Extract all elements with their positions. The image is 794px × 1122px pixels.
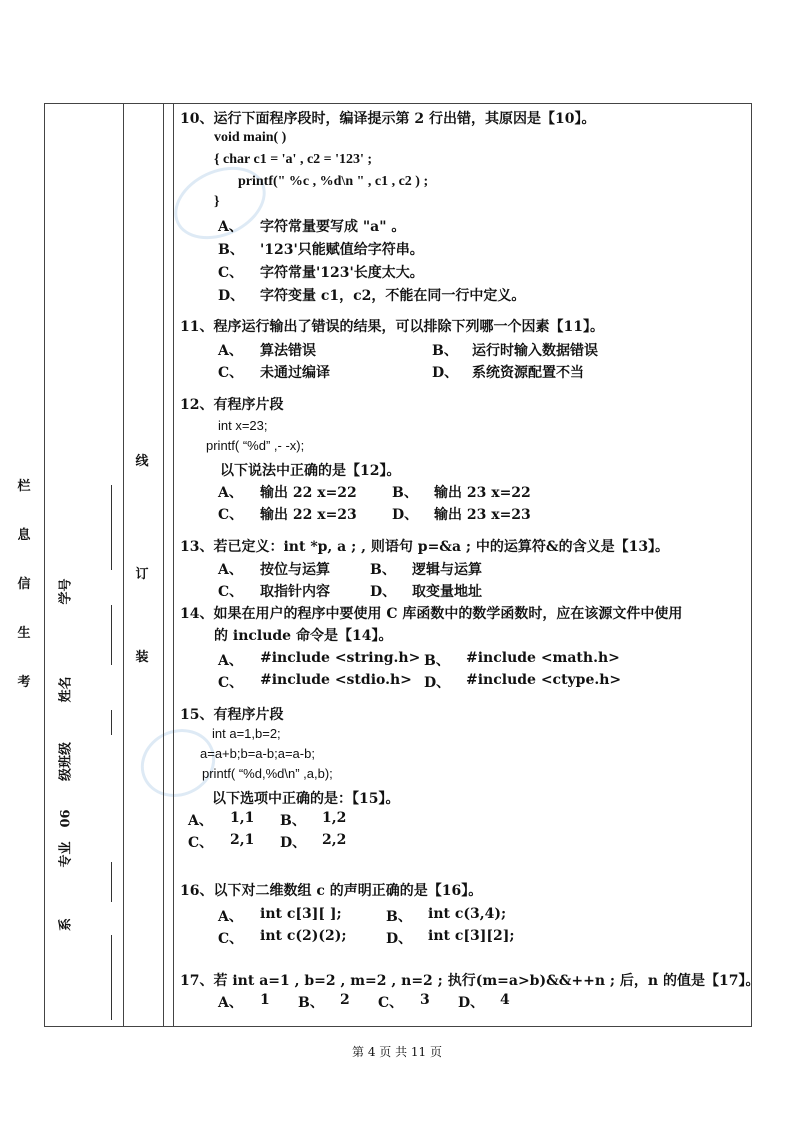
student-name-label: [60, 670, 73, 710]
option-text: 取指针内容: [260, 584, 330, 600]
option-text: 4: [500, 992, 510, 1008]
option-key: D、: [432, 365, 459, 381]
divider: [123, 104, 124, 1026]
option-text: int c[3][2];: [428, 928, 515, 944]
option-text: 1: [260, 992, 270, 1008]
class-label: [60, 732, 73, 792]
option-text: 2: [340, 992, 350, 1008]
option-key: D、: [280, 835, 307, 851]
option-text: 3: [420, 992, 430, 1008]
option-text: 输出 23 x=22: [434, 485, 531, 501]
option-key: D、: [458, 995, 485, 1011]
option-key: A、: [218, 909, 243, 925]
option-key: D、: [218, 288, 245, 304]
option-text: 取变量地址: [412, 584, 482, 600]
side-char: 栏: [17, 479, 31, 494]
option-key: D、: [424, 675, 451, 691]
code-line: { char c1 = 'a' , c2 = '123' ;: [214, 152, 373, 167]
side-text: 系: [58, 918, 74, 932]
question-14-title: 14、如果在用户的程序中要使用 C 库函数中的数学函数时，应在该源文件中使用: [180, 606, 683, 622]
option-key: B、: [370, 562, 396, 578]
code-line: printf( “%d” ,- -x);: [206, 438, 305, 453]
question-12-prompt: 以下说法中正确的是【12】。: [220, 463, 401, 479]
option-key: C、: [188, 835, 214, 851]
option-key: D、: [392, 507, 419, 523]
question-16-title: 16、以下对二维数组 c 的声明正确的是【16】。: [180, 883, 483, 899]
option-key: B、: [386, 909, 412, 925]
option-key: C、: [218, 675, 244, 691]
option-text: 1,2: [322, 810, 347, 826]
code-line: void main( ): [214, 130, 287, 145]
question-12-title: 12、有程序片段: [180, 397, 284, 413]
option-text: #include <stdio.h>: [260, 672, 412, 688]
code-line: int x=23;: [218, 418, 268, 433]
fill-line: [111, 862, 112, 902]
question-10-title: 10、运行下面程序段时，编译提示第 2 行出错，其原因是【10】。: [180, 111, 596, 127]
side-char: 线: [135, 454, 149, 469]
side-text: 06: [58, 809, 74, 828]
option-key: C、: [218, 507, 244, 523]
option-text: 输出 22 x=22: [260, 485, 357, 501]
option-key: A、: [218, 343, 243, 359]
option-key: A、: [218, 653, 243, 669]
fill-line: [111, 605, 112, 665]
code-line: a=a+b;b=a-b;a=a-b;: [200, 746, 315, 761]
option-key: A、: [188, 813, 213, 829]
option-text: #include <ctype.h>: [466, 672, 622, 688]
side-text: 专业: [58, 841, 74, 868]
option-key: B、: [280, 813, 306, 829]
side-char: 生: [17, 626, 31, 641]
option-key: C、: [218, 265, 244, 281]
option-text: 2,2: [322, 832, 347, 848]
option-text: int c(2)(2);: [260, 928, 347, 944]
option-text: 未通过编译: [260, 365, 330, 381]
option-key: B、: [424, 653, 450, 669]
option-key: C、: [378, 995, 404, 1011]
option-key: B、: [392, 485, 418, 501]
option-key: B、: [432, 343, 458, 359]
option-text: int c(3,4);: [428, 906, 507, 922]
question-15-prompt: 以下选项中正确的是：【15】。: [212, 791, 400, 807]
option-text: 2,1: [230, 832, 255, 848]
side-char: 息: [17, 528, 31, 543]
side-char: 信: [17, 577, 31, 592]
option-text: 字符常量'123'长度太大。: [260, 265, 424, 281]
option-text: #include <string.h>: [260, 650, 421, 666]
option-text: 运行时输入数据错误: [472, 343, 598, 359]
option-text: 字符变量 c1，c2，不能在同一行中定义。: [260, 288, 526, 304]
option-key: A、: [218, 485, 243, 501]
option-key: A、: [218, 562, 243, 578]
option-key: A、: [218, 219, 243, 235]
option-text: 输出 22 x=23: [260, 507, 357, 523]
fill-line: [111, 935, 112, 1020]
option-text: 输出 23 x=23: [434, 507, 531, 523]
fill-line: [111, 485, 112, 570]
option-key: C、: [218, 584, 244, 600]
question-13-title: 13、若已定义：int *p, a ; , 则语句 p=&a ; 中的运算符&的含义是【13】。: [180, 539, 670, 555]
page-number: 第 4 页 共 11 页: [352, 1045, 442, 1059]
side-text: 级班级: [58, 742, 74, 782]
option-text: #include <math.h>: [466, 650, 620, 666]
option-text: int c[3][ ];: [260, 906, 342, 922]
side-char: 考: [17, 675, 31, 690]
question-17-title: 17、若 int a=1 , b=2 , m=2 , n=2 ; 执行(m=a>b)&&++n ; 后，n 的值是【17】。: [180, 973, 760, 989]
department-label: [60, 905, 73, 945]
option-key: C、: [218, 931, 244, 947]
code-line: printf( “%d,%d\n” ,a,b);: [202, 766, 333, 781]
option-key: B、: [218, 242, 244, 258]
option-key: D、: [370, 584, 397, 600]
fill-line: [111, 710, 112, 735]
option-text: 算法错误: [260, 343, 316, 359]
option-key: C、: [218, 365, 244, 381]
option-key: B、: [298, 995, 324, 1011]
option-text: 字符常量要写成 "a" 。: [260, 219, 406, 235]
side-text: 学号: [58, 578, 74, 605]
question-15-title: 15、有程序片段: [180, 707, 284, 723]
question-11-title: 11、程序运行输出了错误的结果，可以排除下列哪一个因素【11】。: [180, 319, 604, 335]
option-key: A、: [218, 995, 243, 1011]
grade-label: [60, 799, 73, 839]
side-char: 装: [135, 650, 149, 665]
option-text: '123'只能赋值给字符串。: [260, 242, 424, 258]
side-char: 订: [135, 567, 149, 582]
code-line: }: [214, 194, 220, 209]
bind-label: [132, 455, 152, 664]
major-label: [60, 835, 73, 875]
code-line: printf(" %c , %d\n " , c1 , c2 ) ;: [238, 174, 429, 189]
option-text: 系统资源配置不当: [472, 365, 584, 381]
student-info-label: [14, 480, 34, 689]
divider: [163, 104, 164, 1026]
side-text: 姓名: [58, 676, 74, 703]
code-line: int a=1,b=2;: [212, 726, 281, 741]
divider: [173, 104, 174, 1026]
option-text: 1,1: [230, 810, 255, 826]
question-14-title-cont: 的 include 命令是【14】。: [214, 628, 393, 644]
student-id-label: [60, 572, 73, 612]
option-text: 逻辑与运算: [412, 562, 482, 578]
option-key: D、: [386, 931, 413, 947]
option-text: 按位与运算: [260, 562, 330, 578]
